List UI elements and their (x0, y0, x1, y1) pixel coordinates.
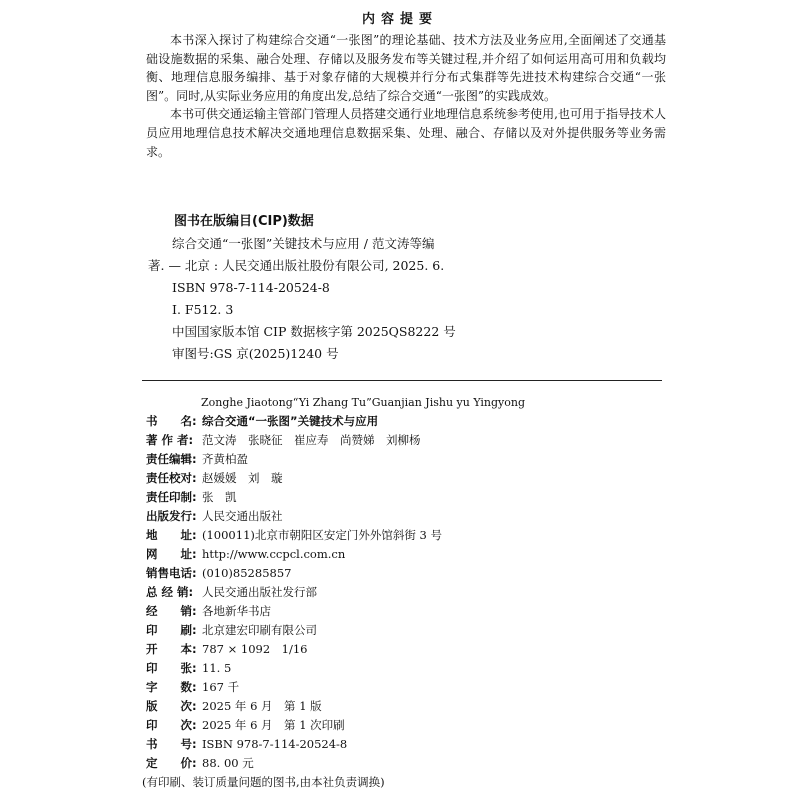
colophon-label: 责任编辑: (146, 452, 197, 466)
cip-classification-line (172, 299, 632, 321)
colophon-label: 版 次: (146, 699, 197, 713)
colophon-row (146, 431, 666, 450)
cip-title-line: 综合交通“一张图”关键技术与应用 / 范文涛等编 (172, 236, 435, 251)
colophon-label: 经 销: (146, 604, 197, 618)
colophon-value: 各地新华书店 (202, 604, 271, 618)
cip-class-code: . F512. 3 (176, 302, 234, 317)
colophon-row (146, 621, 666, 640)
colophon-label: 印 次: (146, 718, 197, 732)
colophon-block (142, 394, 666, 792)
colophon-label: 定 价: (146, 756, 197, 770)
colophon-label: 总 经 销: (146, 585, 194, 599)
colophon-label: 网 址: (146, 547, 197, 561)
colophon-value: 人民交通出版社 (202, 509, 283, 523)
colophon-row (146, 526, 666, 545)
colophon-label: 开 本: (146, 642, 197, 656)
colophon-label: 销售电话: (146, 566, 197, 580)
colophon-value: 张 凯 (202, 490, 237, 504)
colophon-value: 88. 00 元 (202, 756, 254, 770)
colophon-value: 范文涛 张晓征 崔应寿 尚赞娣 刘柳杨 (202, 433, 421, 447)
divider-rule (142, 380, 662, 381)
cip-heading: 图书在版编目(CIP)数据 (174, 214, 314, 229)
colophon-value: 167 千 (202, 680, 240, 694)
cip-block (148, 211, 632, 365)
colophon-value: 11. 5 (202, 661, 232, 675)
cip-class-roman: Ⅰ (172, 302, 177, 317)
summary-paragraph: 本书深入探讨了构建综合交通“一张图”的理论基础、技术方法及业务应用,全面阐述了交通基础设施数据的采集、融合处理、存储以及服务发布等关键过程,并介绍了如何运用高可用和负载均衡、地理信息服务编排、基于对象存储的大规模并行分布式集群等先进技术构建综合交通“一张图”。同时,从实际业务应用的角度出发,总结了综合交通“一张图”的实践成效。 (146, 33, 666, 103)
colophon-row (146, 450, 666, 469)
colophon-label: 地 址: (146, 528, 197, 542)
colophon-value: 北京建宏印刷有限公司 (202, 623, 317, 637)
colophon-row (146, 640, 666, 659)
colophon-value: 人民交通出版社发行部 (202, 585, 317, 599)
colophon-label: 字 数: (146, 680, 197, 694)
colophon-value: 齐黄柏盈 (202, 452, 248, 466)
colophon-label: 印 张: (146, 661, 197, 675)
colophon-row (146, 716, 666, 735)
colophon-value: http://www.ccpcl.com.cn (202, 547, 346, 561)
colophon-row (146, 754, 666, 773)
colophon-note: (有印刷、装订质量问题的图书,由本社负责调换) (142, 775, 385, 789)
colophon-value: 综合交通“一张图”关键技术与应用 (202, 414, 379, 428)
colophon-value: 2025 年 6 月 第 1 版 (202, 699, 322, 713)
colophon-row (146, 488, 666, 507)
summary-paragraph: 本书可供交通运输主管部门管理人员搭建交通行业地理信息系统参考使用,也可用于指导技术人员应用地理信息技术解决交通地理信息数据采集、处理、融合、存储以及对外提供服务等业务需求。 (146, 107, 666, 159)
colophon-value: (010)85285857 (202, 566, 292, 580)
summary-body (146, 31, 666, 161)
colophon-value: 赵媛媛 刘 璇 (202, 471, 283, 485)
colophon-value: (100011)北京市朝阳区安定门外外馆斜街 3 号 (202, 528, 442, 542)
colophon-value: 2025 年 6 月 第 1 次印刷 (202, 718, 345, 732)
colophon-label: 责任印制: (146, 490, 197, 504)
colophon-row (146, 545, 666, 564)
colophon-row (146, 469, 666, 488)
cip-isbn-line: ISBN 978-7-114-20524-8 (172, 280, 330, 295)
colophon-row (146, 602, 666, 621)
colophon-row (146, 697, 666, 716)
colophon-row (146, 583, 666, 602)
colophon-row (146, 507, 666, 526)
colophon-value: ISBN 978-7-114-20524-8 (202, 737, 348, 751)
cip-publisher-line: 著. — 北京 : 人民交通出版社股份有限公司, 2025. 6. (148, 258, 445, 273)
colophon-label: 印 刷: (146, 623, 197, 637)
colophon-label: 书 名: (146, 414, 197, 428)
colophon-label: 出版发行: (146, 509, 197, 523)
colophon-label: 责任校对: (146, 471, 197, 485)
colophon-row (146, 678, 666, 697)
colophon-label: 书 号: (146, 737, 197, 751)
colophon-row (146, 659, 666, 678)
colophon-label: 著 作 者: (146, 433, 194, 447)
summary-title: 内容提要 (361, 12, 438, 27)
colophon-row (146, 412, 666, 431)
pinyin-title: Zonghe Jiaotong“Yi Zhang Tu”Guanjian Jishu yu Yingyong (201, 396, 526, 409)
colophon-rows (146, 412, 666, 773)
colophon-row (146, 735, 666, 754)
cip-approval-line: 审图号:GS 京(2025)1240 号 (172, 346, 339, 361)
colophon-row (146, 564, 666, 583)
colophon-value: 787 × 1092 1/16 (202, 642, 308, 656)
cip-record-line: 中国国家版本馆 CIP 数据核字第 2025QS8222 号 (172, 324, 456, 339)
